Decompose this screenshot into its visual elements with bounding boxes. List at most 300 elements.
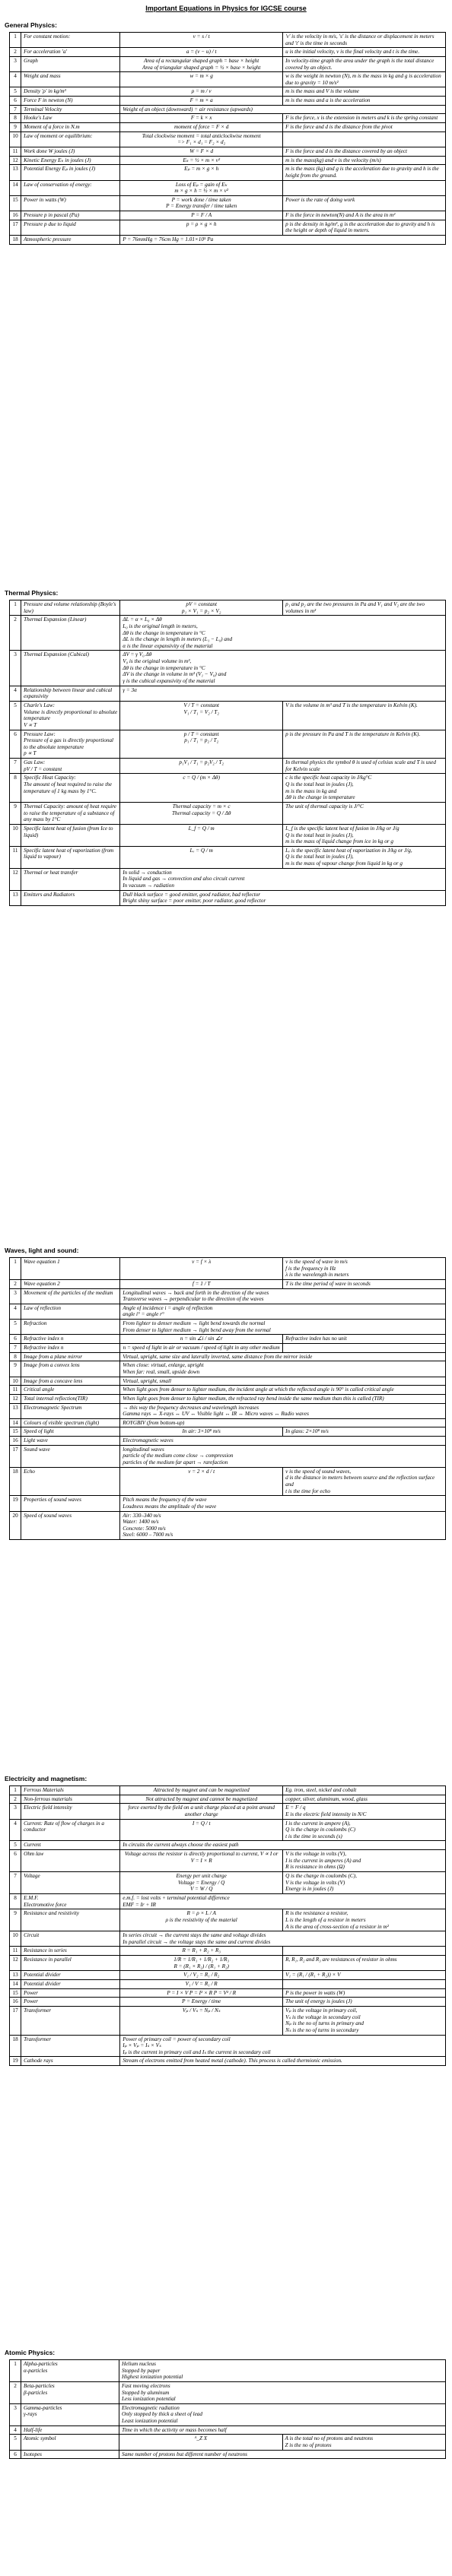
row-title: Atmospheric pressure (21, 236, 120, 245)
row-number: 1 (10, 33, 21, 48)
row-number: 2 (10, 1795, 21, 1804)
row-title: Thermal Expansion (Linear) (21, 616, 120, 651)
row-description: When light goes from denser to lighter medium, the incident angle at which the reflected angle is 90° is called critical angle (120, 1386, 446, 1395)
row-description: When close: virtual, enlarge, upright When far: real, small, upside down (120, 1361, 446, 1377)
row-formula: v = f × λ (120, 1258, 283, 1280)
row-title: Relationship between linear and cubical expansivity (21, 686, 120, 701)
table-row (10, 759, 446, 774)
row-title: Moment of a force in N.m (21, 123, 120, 132)
row-description: ΔL = α × L₀ × Δθ L₀ is the original length in meters, Δθ is the change in temperature in °C ΔL is the change in length in meters (L₁ − L₀) and α is the linear expansivity of the material (120, 616, 446, 651)
row-number: 5 (10, 701, 21, 730)
section-heading: Thermal Physics: (5, 589, 59, 597)
row-title: Critical angle (21, 1386, 120, 1395)
row-description: Time in which the activity or mass becomes half (119, 2425, 446, 2435)
row-title: Image from a convex lens (21, 1361, 120, 1377)
table-row (10, 1971, 446, 1980)
row-title: Current: Rate of flow of charges in a conductor (21, 1819, 120, 1841)
row-title: Charle's Law: Volume is directly proportional to absolute temperature V ∝ T (21, 701, 120, 730)
row-title: Law of moment or equilibrium: (21, 131, 120, 147)
row-note: The unit of thermal capacity is J/°C (283, 802, 446, 824)
row-number: 12 (10, 156, 21, 165)
row-description: e.m.f. = lost volts + terminal potential difference EMF = Ir + IR (120, 1893, 446, 1909)
row-title: Ferrous Materials (21, 1786, 120, 1795)
row-title: Transformer (21, 2006, 120, 2035)
row-formula: moment of force = F × d (120, 123, 283, 132)
row-title: Movement of the particles of the medium (21, 1288, 120, 1304)
table-row (10, 701, 446, 730)
table-row (10, 1931, 446, 1947)
row-title: Pressure p in pascal (Pa) (21, 211, 120, 220)
table-row (10, 730, 446, 759)
row-formula: n = speed of light in air or vacuum / speed of light in any other medium (120, 1344, 283, 1353)
row-number: 10 (10, 131, 21, 147)
row-note: F is the force in newton(N) and A is the area in m² (283, 211, 446, 220)
table-row (10, 1956, 446, 1971)
row-number: 7 (10, 1344, 21, 1353)
row-formula: pV = constant p₁ × V₁ = p₂ × V₂ (120, 600, 283, 616)
row-formula: p / T = constant p₁ / T₁ = p₂ / T₂ (120, 730, 283, 759)
row-formula: L_f = Q / m (120, 824, 283, 846)
row-formula: v = s / t (120, 33, 283, 48)
row-title: Image from a plane mirror (21, 1352, 120, 1361)
row-number: 2 (10, 616, 21, 651)
equations-table (9, 600, 446, 906)
row-number: 3 (10, 56, 21, 71)
row-number: 17 (10, 1445, 21, 1467)
row-note: Q is the charge in coulombs (C), V is the voltage in volts (V) Energy is in joules (J) (283, 1872, 446, 1894)
equations-table (9, 1785, 446, 2066)
row-note (283, 1980, 446, 1989)
table-row (10, 236, 446, 245)
table-row (10, 1427, 446, 1437)
table-row (10, 1335, 446, 1344)
row-title: Refractive index n (21, 1344, 120, 1353)
row-note: R, R₁, R₂ and R₃ are resistances of resistor in ohms (283, 1956, 446, 1971)
table-row (10, 72, 446, 87)
row-description: Fast moving electrons Stopped by aluminum Less ionization potential (119, 2381, 446, 2403)
table-row (10, 48, 446, 57)
row-note: I is the current in ampere (A), Q is the charge in coulombs (C) t is the time in seconds (s) (283, 1819, 446, 1841)
row-formula: Thermal capacity = m × c Thermal capacity = Q / Δθ (120, 802, 283, 824)
row-description: P = 76mmHg = 76cm Hg = 1.01×10⁵ Pa (120, 236, 446, 245)
row-number: 20 (10, 1511, 21, 1540)
row-note: p is the density in kg/m³, g is the acceleration due to gravity and h is the height or depth of liquid in meters. (283, 220, 446, 235)
row-number: 8 (10, 114, 21, 123)
row-title: Power in watts (W) (21, 195, 120, 211)
row-number: 7 (10, 759, 21, 774)
row-number: 8 (10, 1352, 21, 1361)
table-row (10, 890, 446, 905)
table-row (10, 824, 446, 846)
row-formula: In air: 3×10⁸ m/s (120, 1427, 283, 1437)
row-number: 5 (10, 2435, 21, 2450)
row-title: Law of conservation of energy: (21, 180, 120, 195)
table-row (10, 846, 446, 868)
row-number: 3 (10, 1288, 21, 1304)
row-title: Alpha-particles α-particles (21, 2360, 119, 2382)
row-number: 11 (10, 1386, 21, 1395)
table-row (10, 1445, 446, 1467)
table-row (10, 195, 446, 211)
row-formula: force exerted by the field on a unit charge placed at a point around another charge (120, 1804, 283, 1819)
table-row (10, 1437, 446, 1446)
row-formula: 1/R = 1/R₁ + 1/R₂ + 1/R₃ R = (R₁ × R₂) / (R₁ + R₂) (120, 1956, 283, 1971)
row-number: 18 (10, 2035, 21, 2057)
row-note: V is the volume in m³ and T is the temperature in Kelvin (K). (283, 701, 446, 730)
row-title: Kinetic Energy Eₖ in joules (J) (21, 156, 120, 165)
row-note: F is the force and d is the distance covered by an object (283, 147, 446, 156)
row-formula: V₁ / V₂ = R₁ / R₂ (120, 1971, 283, 1980)
row-description: Pitch means the frequency of the wave Loudness means the amplitude of the wave (120, 1496, 446, 1511)
row-title: Cathode rays (21, 2057, 120, 2066)
row-title: Voltage (21, 1872, 120, 1894)
row-title: Resistance in parallel (21, 1956, 120, 1971)
row-formula: V / T = constant V₁ / T₁ = V₂ / T₂ (120, 701, 283, 730)
row-number: 7 (10, 105, 21, 114)
row-title: Ohm law (21, 1850, 120, 1872)
row-note: R is the resistance a resistor, L is the length of a resistor in meters A is the area of cross-section of a resistor in m² (283, 1909, 446, 1931)
row-title: Speed of light (21, 1427, 120, 1437)
row-number: 9 (10, 123, 21, 132)
row-number: 3 (10, 1804, 21, 1819)
row-title: Electric field intensity (21, 1804, 120, 1819)
row-description: → this way the frequency decreases and wavelength increases Gamma rays ↔ X-rays ↔ UV ↔ Visible light ↔ IR ↔ Micro waves ↔ Radio waves (120, 1403, 446, 1418)
row-note: F is the force, x is the extension in meters and k is the spring constant (283, 114, 446, 123)
row-formula: I = Q / t (120, 1819, 283, 1841)
table-row (10, 600, 446, 616)
table-row (10, 651, 446, 686)
row-title: Image from a concave lens (21, 1377, 120, 1386)
table-row (10, 1394, 446, 1403)
row-number: 12 (10, 1394, 21, 1403)
row-number: 1 (10, 600, 21, 616)
row-title: Specific latent heat of vaporization (from liquid to vapour) (21, 846, 120, 868)
row-note: m is the mass(kg) and v is the velocity (m/s) (283, 156, 446, 165)
row-description: longitudinal waves particle of the medium come close → compression particles of the medium far apart → rarefaction (120, 1445, 446, 1467)
row-formula: Voltage across the resistor is directly proportional to current, V ∝ I or V = I × R (120, 1850, 283, 1872)
row-title: Specific Heat Capacity: The amount of heat required to raise the temperature of 1 kg mass by 1°C. (21, 774, 120, 803)
row-title: Work done W joules (J) (21, 147, 120, 156)
row-title: Specific latent heat of fusion (from Ice to liquid) (21, 824, 120, 846)
row-description: Angle of incidence i = angle of reflection angle i° = angle r° (120, 1304, 446, 1319)
row-title: Graph (21, 56, 120, 71)
table-row (10, 156, 446, 165)
row-number: 6 (10, 1335, 21, 1344)
row-number: 5 (10, 1320, 21, 1335)
row-formula: P = work done / time taken P = Energy transfer / time taken (120, 195, 283, 211)
row-number: 2 (10, 48, 21, 57)
row-title: Terminal Velocity (21, 105, 120, 114)
row-number: 16 (10, 211, 21, 220)
row-title: Circuit (21, 1931, 120, 1947)
row-note (283, 1947, 446, 1956)
row-formula: p₁V₁ / T₁ = p₂V₂ / T₂ (120, 759, 283, 774)
row-description: Electromagnetic waves (120, 1437, 446, 1446)
row-description: Dull black surface = good emitter, good radiator, bad reflector Bright shiny surface = poor emitter, poor radiator, good reflector (120, 890, 446, 905)
row-number: 4 (10, 1304, 21, 1319)
row-formula: w = m × g (120, 72, 283, 87)
row-number: 6 (10, 2450, 21, 2459)
row-number: 14 (10, 1980, 21, 1989)
row-formula: p = ρ × g × h (120, 220, 283, 235)
row-description: Virtual, upright, small (120, 1377, 446, 1386)
row-description: Weight of an object (downward) = air resistance (upwards) (120, 105, 446, 114)
row-title: Pressure and volume relationship (Boyle's law) (21, 600, 120, 616)
row-title: Resistance and resistivity (21, 1909, 120, 1931)
row-number: 17 (10, 220, 21, 235)
row-title: Current (21, 1841, 120, 1850)
row-number: 6 (10, 1850, 21, 1872)
row-title: Resistance in series (21, 1947, 120, 1956)
table-row (10, 114, 446, 123)
row-formula: Vₚ / Vₛ = Nₚ / Nₛ (120, 2006, 283, 2035)
row-description: In solid → conduction In liquid and gas → convection and also circuit current In vacuum → radiation (120, 868, 446, 890)
row-number: 4 (10, 686, 21, 701)
row-number: 13 (10, 165, 21, 180)
row-note: m is the mass (kg) and g is the acceleration due to gravity and h is the height from the ground. (283, 165, 446, 180)
row-description: Helium nucleus Stopped by paper Highest ionization potential (119, 2360, 446, 2382)
row-formula: c = Q / (m × Δθ) (120, 774, 283, 803)
row-number: 5 (10, 1841, 21, 1850)
table-row (10, 1418, 446, 1427)
table-row (10, 1786, 446, 1795)
row-description: Air: 330–340 m/s Water: 1400 m/s Concrete: 5000 m/s Steel: 6000 – 7000 m/s (120, 1511, 446, 1540)
table-row (10, 1344, 446, 1353)
row-title: For acceleration 'a' (21, 48, 120, 57)
table-row (10, 1467, 446, 1496)
row-number: 4 (10, 2425, 21, 2435)
row-note: v is the speed of wave in m/s f is the frequency in Hz λ is the wavelength in meters (283, 1258, 446, 1280)
row-number: 11 (10, 846, 21, 868)
section-heading: Atomic Physics: (5, 2349, 56, 2356)
table-row (10, 2425, 446, 2435)
row-number: 12 (10, 868, 21, 890)
row-number: 4 (10, 72, 21, 87)
row-formula: R = ρ × L / A ρ is the resistivity of the material (120, 1909, 283, 1931)
row-description: In series circuit → the current stays the same and voltage divides In parallel circuit → the voltage stays the same and current divides (120, 1931, 446, 1947)
row-number: 16 (10, 1998, 21, 2007)
table-row (10, 2450, 446, 2459)
table-row (10, 686, 446, 701)
row-title: Refractive index n (21, 1335, 120, 1344)
row-number: 9 (10, 802, 21, 824)
row-number: 19 (10, 2057, 21, 2066)
row-formula: a = (v − u) / t (120, 48, 283, 57)
row-number: 11 (10, 1947, 21, 1956)
table-row (10, 802, 446, 824)
section-heading: General Physics: (5, 21, 57, 29)
row-note: In glass: 2×10⁸ m/s (283, 1427, 446, 1437)
row-title: Properties of sound waves (21, 1496, 120, 1511)
row-number: 13 (10, 1971, 21, 1980)
row-title: Colours of visible spectrum (light) (21, 1418, 120, 1427)
row-note: p₁ and p₂ are the two pressures in Pa and V₁ and V₂ are the two volumes in m³ (283, 600, 446, 616)
row-formula: Energy per unit charge Voltage = Energy / Q V = W / Q (120, 1872, 283, 1894)
row-title: Law of reflection (21, 1304, 120, 1319)
table-row (10, 1909, 446, 1931)
row-note (283, 1344, 446, 1353)
table-row (10, 1841, 446, 1850)
table-row (10, 2403, 446, 2425)
row-title: Weight and mass (21, 72, 120, 87)
row-number: 11 (10, 147, 21, 156)
table-row (10, 2006, 446, 2035)
row-formula: ρ = m / v (120, 87, 283, 97)
row-title: Force F in newton (N) (21, 97, 120, 106)
row-number: 13 (10, 890, 21, 905)
table-row (10, 180, 446, 195)
row-note: In thermal physics the symbol θ is used of celsius scale and T is used for Kelvin scale (283, 759, 446, 774)
table-row (10, 1352, 446, 1361)
table-row (10, 1258, 446, 1280)
equations-table (9, 1257, 446, 1540)
row-number: 18 (10, 236, 21, 245)
row-formula: Loss of Eₚ = gain of Eₖ m × g × h = ½ × m × v² (120, 180, 283, 195)
table-row (10, 56, 446, 71)
table-row (10, 147, 446, 156)
row-title: Thermal or heat transfer (21, 868, 120, 890)
row-formula: V₁ / V = R₁ / R (120, 1980, 283, 1989)
row-note: p is the pressure in Pa and T is the temperature in Kelvin (K). (283, 730, 446, 759)
table-row (10, 105, 446, 114)
row-title: Light wave (21, 1437, 120, 1446)
row-title: Pressure Law: Pressure of a gas is directly proportional to the absolute temperature p ∝ T (21, 730, 120, 759)
row-title: Pressure p due to liquid (21, 220, 120, 235)
row-note: Eg. iron, steel, nickel and cobalt (283, 1786, 446, 1795)
table-row (10, 2381, 446, 2403)
table-row (10, 1795, 446, 1804)
row-number: 9 (10, 1361, 21, 1377)
section-heading: Waves, light and sound: (5, 1247, 79, 1254)
row-title: Gamma-particles γ-rays (21, 2403, 119, 2425)
row-description: γ = 3α (120, 686, 446, 701)
row-title: Isotopes (21, 2450, 119, 2459)
row-title: Wave equation 2 (21, 1279, 120, 1288)
row-note: T is the time period of wave in seconds (283, 1279, 446, 1288)
row-number: 12 (10, 1956, 21, 1971)
row-title: For constant motion: (21, 33, 120, 48)
row-number: 14 (10, 1418, 21, 1427)
row-title: Hooke's Law (21, 114, 120, 123)
row-title: Refraction (21, 1320, 120, 1335)
row-title: Total internal reflection(TIR) (21, 1394, 120, 1403)
row-title: Thermal Capacity: amount of heat require to raise the temperature of a substance of any mass by 1°C (21, 802, 120, 824)
row-title: Half-life (21, 2425, 119, 2435)
row-number: 6 (10, 97, 21, 106)
table-row (10, 2360, 446, 2382)
row-note: m is the mass and a is the acceleration (283, 97, 446, 106)
row-number: 1 (10, 2360, 21, 2382)
row-number: 8 (10, 1893, 21, 1909)
row-note: V₁ = (R₁ / (R₁ + R₂)) × V (283, 1971, 446, 1980)
table-row (10, 2435, 446, 2450)
row-formula: Total clockwise moment = total anticlockwise moment => F₁ × d₁ = F₂ × d₂ (120, 131, 283, 147)
table-row (10, 2035, 446, 2057)
row-formula: v = 2 × d / t (120, 1467, 283, 1496)
row-note: P is the power in watts (W) (283, 1988, 446, 1998)
row-title: Potential divider (21, 1980, 120, 1989)
table-row (10, 131, 446, 147)
row-title: Potential divider (21, 1971, 120, 1980)
row-note: L_f is the specific latent heat of fusion in J/kg or J/g Q is the total heat in joules (J), m is the mass of liquid change from ice in kg or g (283, 824, 446, 846)
row-description: Same number of protons but different number of neutrons (119, 2450, 446, 2459)
row-number: 16 (10, 1437, 21, 1446)
row-number: 3 (10, 651, 21, 686)
row-note: E = F / q E is the electric field intensity in N/C (283, 1804, 446, 1819)
table-row (10, 1304, 446, 1319)
row-title: Wave equation 1 (21, 1258, 120, 1280)
table-row (10, 1361, 446, 1377)
table-row (10, 123, 446, 132)
table-row (10, 774, 446, 803)
row-description: In circuits the current always choose the easiest path (120, 1841, 446, 1850)
row-note: c is the specific heat capacity in J/kg°C Q is the total heat in joules (J), m is the mass in kg and Δθ is the change in temperature (283, 774, 446, 803)
row-title: Echo (21, 1467, 120, 1496)
row-formula: P = I × V P = I² × R P = V² / R (120, 1988, 283, 1998)
row-title: Electromagnetic Spectrum (21, 1403, 120, 1418)
row-title: Non-ferrous materials (21, 1795, 120, 1804)
row-title: Thermal Expansion (Cubical) (21, 651, 120, 686)
table-row (10, 87, 446, 97)
row-note (283, 180, 446, 195)
equations-table (9, 2359, 446, 2459)
row-number: 3 (10, 2403, 21, 2425)
row-note: F is the force and d is the distance from the pivot (283, 123, 446, 132)
row-title: Sound wave (21, 1445, 120, 1467)
row-formula: Not attracted by magnet and cannot be magnetized (120, 1795, 283, 1804)
table-row (10, 2057, 446, 2066)
row-formula: n = sin ∠i / sin ∠r (120, 1335, 283, 1344)
row-number: 13 (10, 1403, 21, 1418)
row-description: Virtual, upright, same size and laterally inverted, same distance from the mirror inside (120, 1352, 446, 1361)
row-note: Vₚ is the voltage in primary coil, Vₛ is the voltage in secondary coil Nₚ is the no of turns in primary and Nₛ is the no of turns in secondary (283, 2006, 446, 2035)
row-note: Power is the rate of doing work (283, 195, 446, 211)
table-row (10, 1320, 446, 1335)
row-note: w is the weight in newton (N), m is the mass in kg and g is acceleration due to gravity = 10 m/s² (283, 72, 446, 87)
row-title: Emitters and Radiators (21, 890, 120, 905)
row-number: 1 (10, 1786, 21, 1795)
row-title: Beta-particles β-particles (21, 2381, 119, 2403)
table-row (10, 868, 446, 890)
row-note: m is the mass and V is the volume (283, 87, 446, 97)
row-number: 9 (10, 1909, 21, 1931)
row-description: ΔV = γ V₀ Δθ V₀ is the original volume in m³, Δθ is the change in temperature in °C ΔV is the change in volume in m³ (V₁ − V₀) and γ is the cubical expansivity of the material (120, 651, 446, 686)
row-number: 15 (10, 195, 21, 211)
row-note: copper, silver, aluminum, wood, glass (283, 1795, 446, 1804)
row-number: 5 (10, 87, 21, 97)
table-row (10, 1386, 446, 1395)
table-row (10, 1819, 446, 1841)
page-title: Important Equations in Physics for IGCSE course (145, 5, 307, 12)
row-formula: F = m × a (120, 97, 283, 106)
row-title: Potential Energy Eₚ in joules (J) (21, 165, 120, 180)
row-number: 10 (10, 1931, 21, 1947)
row-formula: F = k × x (120, 114, 283, 123)
row-number: 17 (10, 2006, 21, 2035)
row-description: Stream of electrons emitted from heated metal (cathode). This process is called thermionic emission. (120, 2057, 446, 2066)
table-row (10, 1403, 446, 1418)
section-heading: Electricity and magnetism: (5, 1775, 88, 1782)
row-title: Density 'ρ' in kg/m³ (21, 87, 120, 97)
row-note (283, 131, 446, 147)
row-number: 2 (10, 2381, 21, 2403)
row-note: v is the speed of sound waves, d is the distance in meters between source and the reflection surface and t is the time for echo (283, 1467, 446, 1496)
row-number: 10 (10, 1377, 21, 1386)
row-number: 18 (10, 1467, 21, 1496)
row-number: 14 (10, 180, 21, 195)
row-note: u is the initial velocity, v is the final velocity and t is the time. (283, 48, 446, 57)
table-row (10, 1288, 446, 1304)
